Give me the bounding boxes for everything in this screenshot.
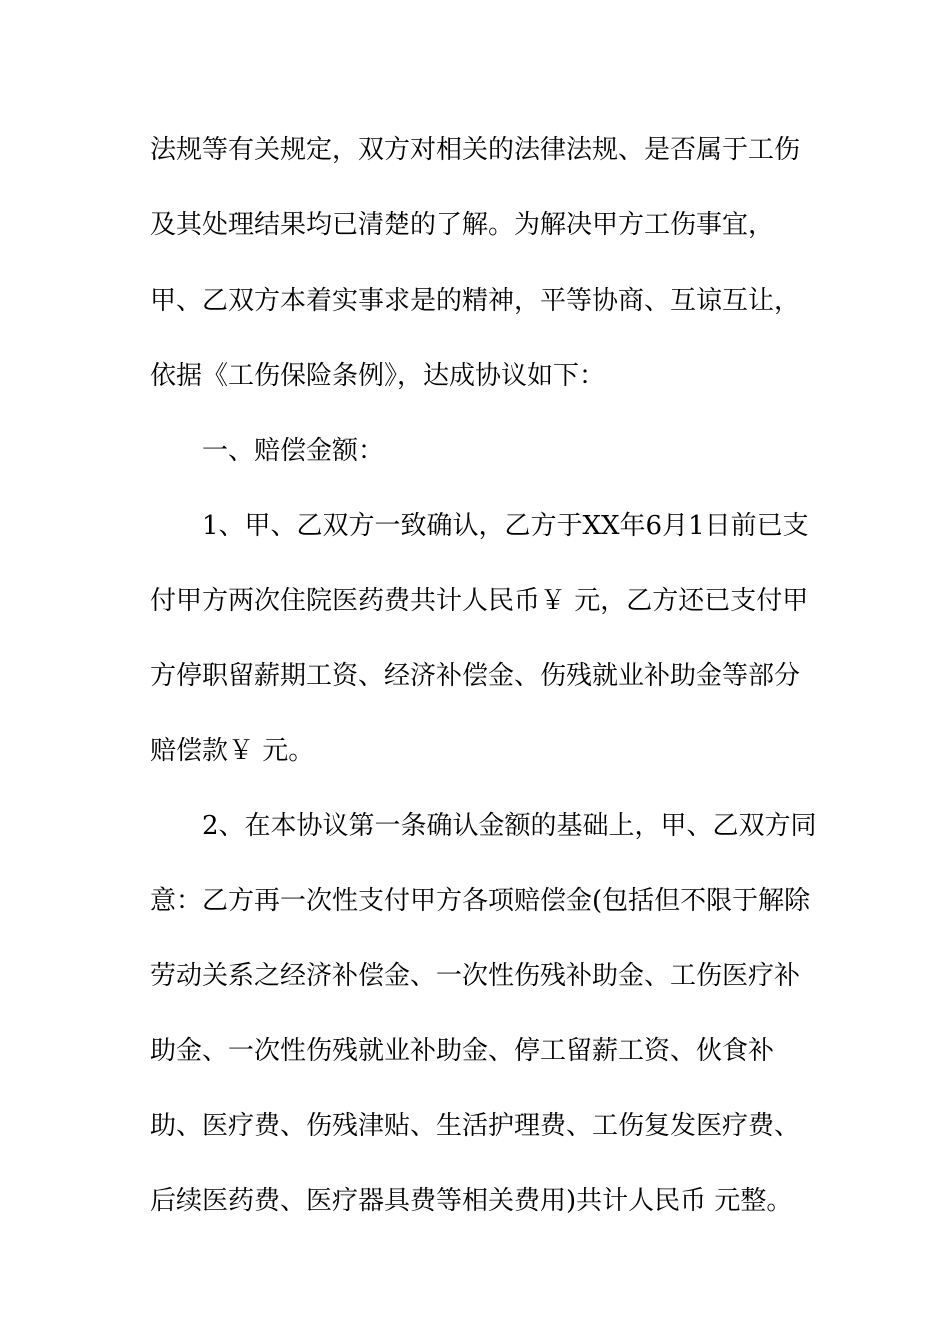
section-heading: 一、赔偿金额：	[202, 436, 385, 466]
paragraph-line: 及其处理结果均已清楚的了解。为解决甲方工伤事宜，	[150, 210, 775, 240]
paragraph-line: 2、在本协议第一条确认金额的基础上，甲、乙双方同	[202, 811, 817, 841]
paragraph-line: 助金、一次性伤残就业补助金、停工留薪工资、伙食补	[150, 1036, 775, 1066]
paragraph-line: 助、医疗费、伤残津贴、生活护理费、工伤复发医疗费、	[150, 1111, 801, 1141]
paragraph-line: 赔偿款￥ 元。	[150, 736, 315, 766]
paragraph-line: 劳动关系之经济补偿金、一次性伤残补助金、工伤医疗补	[150, 961, 801, 991]
paragraph-line: 法规等有关规定，双方对相关的法律法规、是否属于工伤	[150, 135, 801, 165]
paragraph-line: 依据《工伤保险条例》，达成协议如下：	[150, 361, 606, 391]
paragraph-line: 付甲方两次住院医药费共计人民币￥ 元，乙方还已支付甲	[150, 586, 809, 616]
paragraph-line: 后续医药费、医疗器具费等相关费用)共计人民币 元整。	[150, 1186, 793, 1216]
paragraph-line: 1、甲、乙双方一致确认，乙方于XX年6月1日前已支	[202, 511, 809, 541]
paragraph-line: 方停职留薪期工资、经济补偿金、伤残就业补助金等部分	[150, 661, 801, 691]
paragraph-line: 甲、乙双方本着实事求是的精神，平等协商、互谅互让，	[150, 286, 801, 316]
paragraph-line: 意：乙方再一次性支付甲方各项赔偿金(包括但不限于解除	[150, 886, 811, 916]
